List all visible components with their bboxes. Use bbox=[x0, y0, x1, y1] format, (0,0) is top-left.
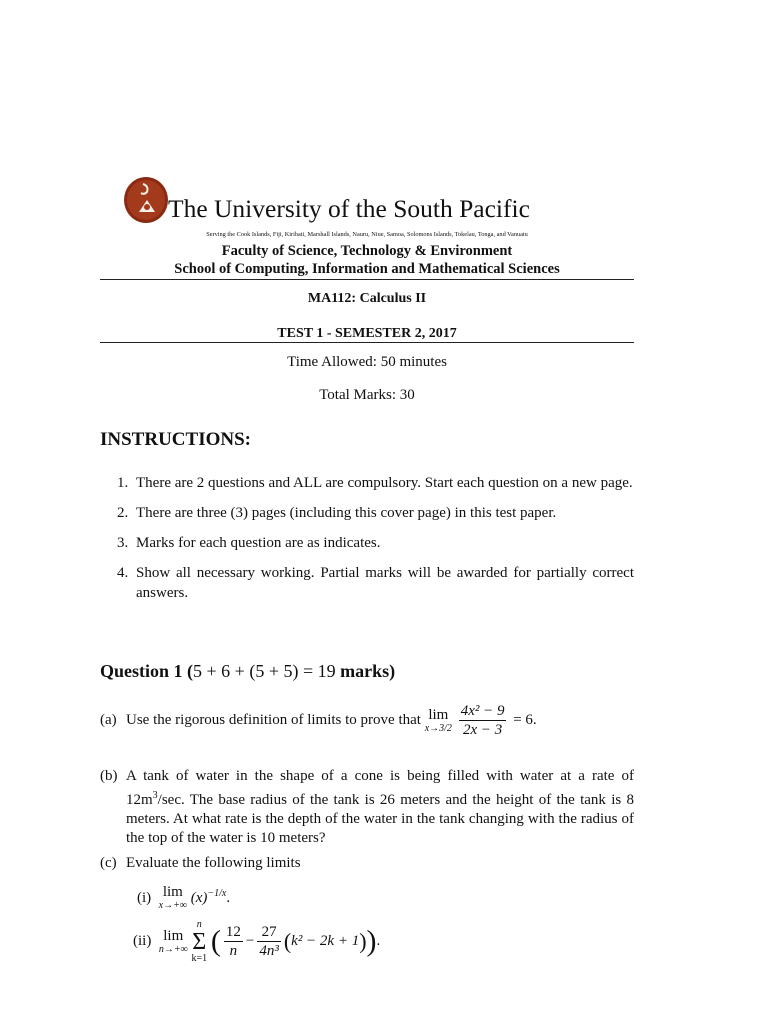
school-name: School of Computing, Information and Mathematical Sciences bbox=[174, 261, 560, 277]
header-rule-top bbox=[100, 279, 634, 280]
university-name: The University of the South Pacific bbox=[168, 194, 530, 223]
time-allowed: Time Allowed: 50 minutes bbox=[287, 354, 447, 370]
question-1-heading: Question 1 (5 + 6 + (5 + 5) = 19 marks) bbox=[100, 661, 396, 681]
course-title: MA112: Calculus II bbox=[307, 291, 427, 306]
list-item: 4. Show all necessary working. Partial marks will be awarded for partially correct answers. bbox=[117, 565, 634, 601]
question-1a: (a) Use the rigorous definition of limits to prove that lim x→3/2 $\frac{\text{4x² − 9}}{2x - 3}$ = 6. bbox=[100, 703, 537, 739]
instructions-heading: INSTRUCTIONS: bbox=[100, 429, 251, 450]
question-1c-i: (i) lim x→+∞ $(x)^{-1/x}$. bbox=[137, 884, 231, 911]
test-title: TEST 1 - SEMESTER 2, 2017 bbox=[277, 326, 457, 341]
serving-line: Serving the Cook Islands, Fiji, Kiribati, Marshall Islands, Nauru, Niue, Samoa, Solomons Islands, Tokelau, Tonga, and Vanuatu bbox=[206, 231, 528, 238]
faculty-name: Faculty of Science, Technology & Environment bbox=[221, 243, 513, 259]
question-1b: (b) A tank of water in the shape of a cone is being filled with water at a rate of $12m^3/\sec$. The base radius of the tank is 26 meters and the height of the tank is 8 meters. At what rate is the depth of the water in the tank changing with the radius of the top of the water is 10 meters? bbox=[100, 768, 634, 846]
header-rule-bottom bbox=[100, 342, 634, 343]
list-item: 3. Marks for each question are as indicates. bbox=[117, 535, 381, 551]
total-marks: Total Marks: 30 bbox=[319, 387, 415, 403]
university-logo-icon bbox=[123, 176, 169, 224]
question-1c-ii: (ii) lim n→+∞ n Σ k=1 ( $\frac{12}{n}$ − $\frac{27}{\text{4n³}}$ (k² − 2k + 1)). bbox=[133, 918, 381, 964]
question-1c: (c) Evaluate the following limits bbox=[100, 855, 301, 871]
list-item: 2. There are three (3) pages (including this cover page) in this test paper. bbox=[117, 505, 557, 521]
instructions-list bbox=[100, 474, 634, 614]
list-item: 1. There are 2 questions and ALL are compulsory. Start each question on a new page. bbox=[117, 475, 633, 491]
